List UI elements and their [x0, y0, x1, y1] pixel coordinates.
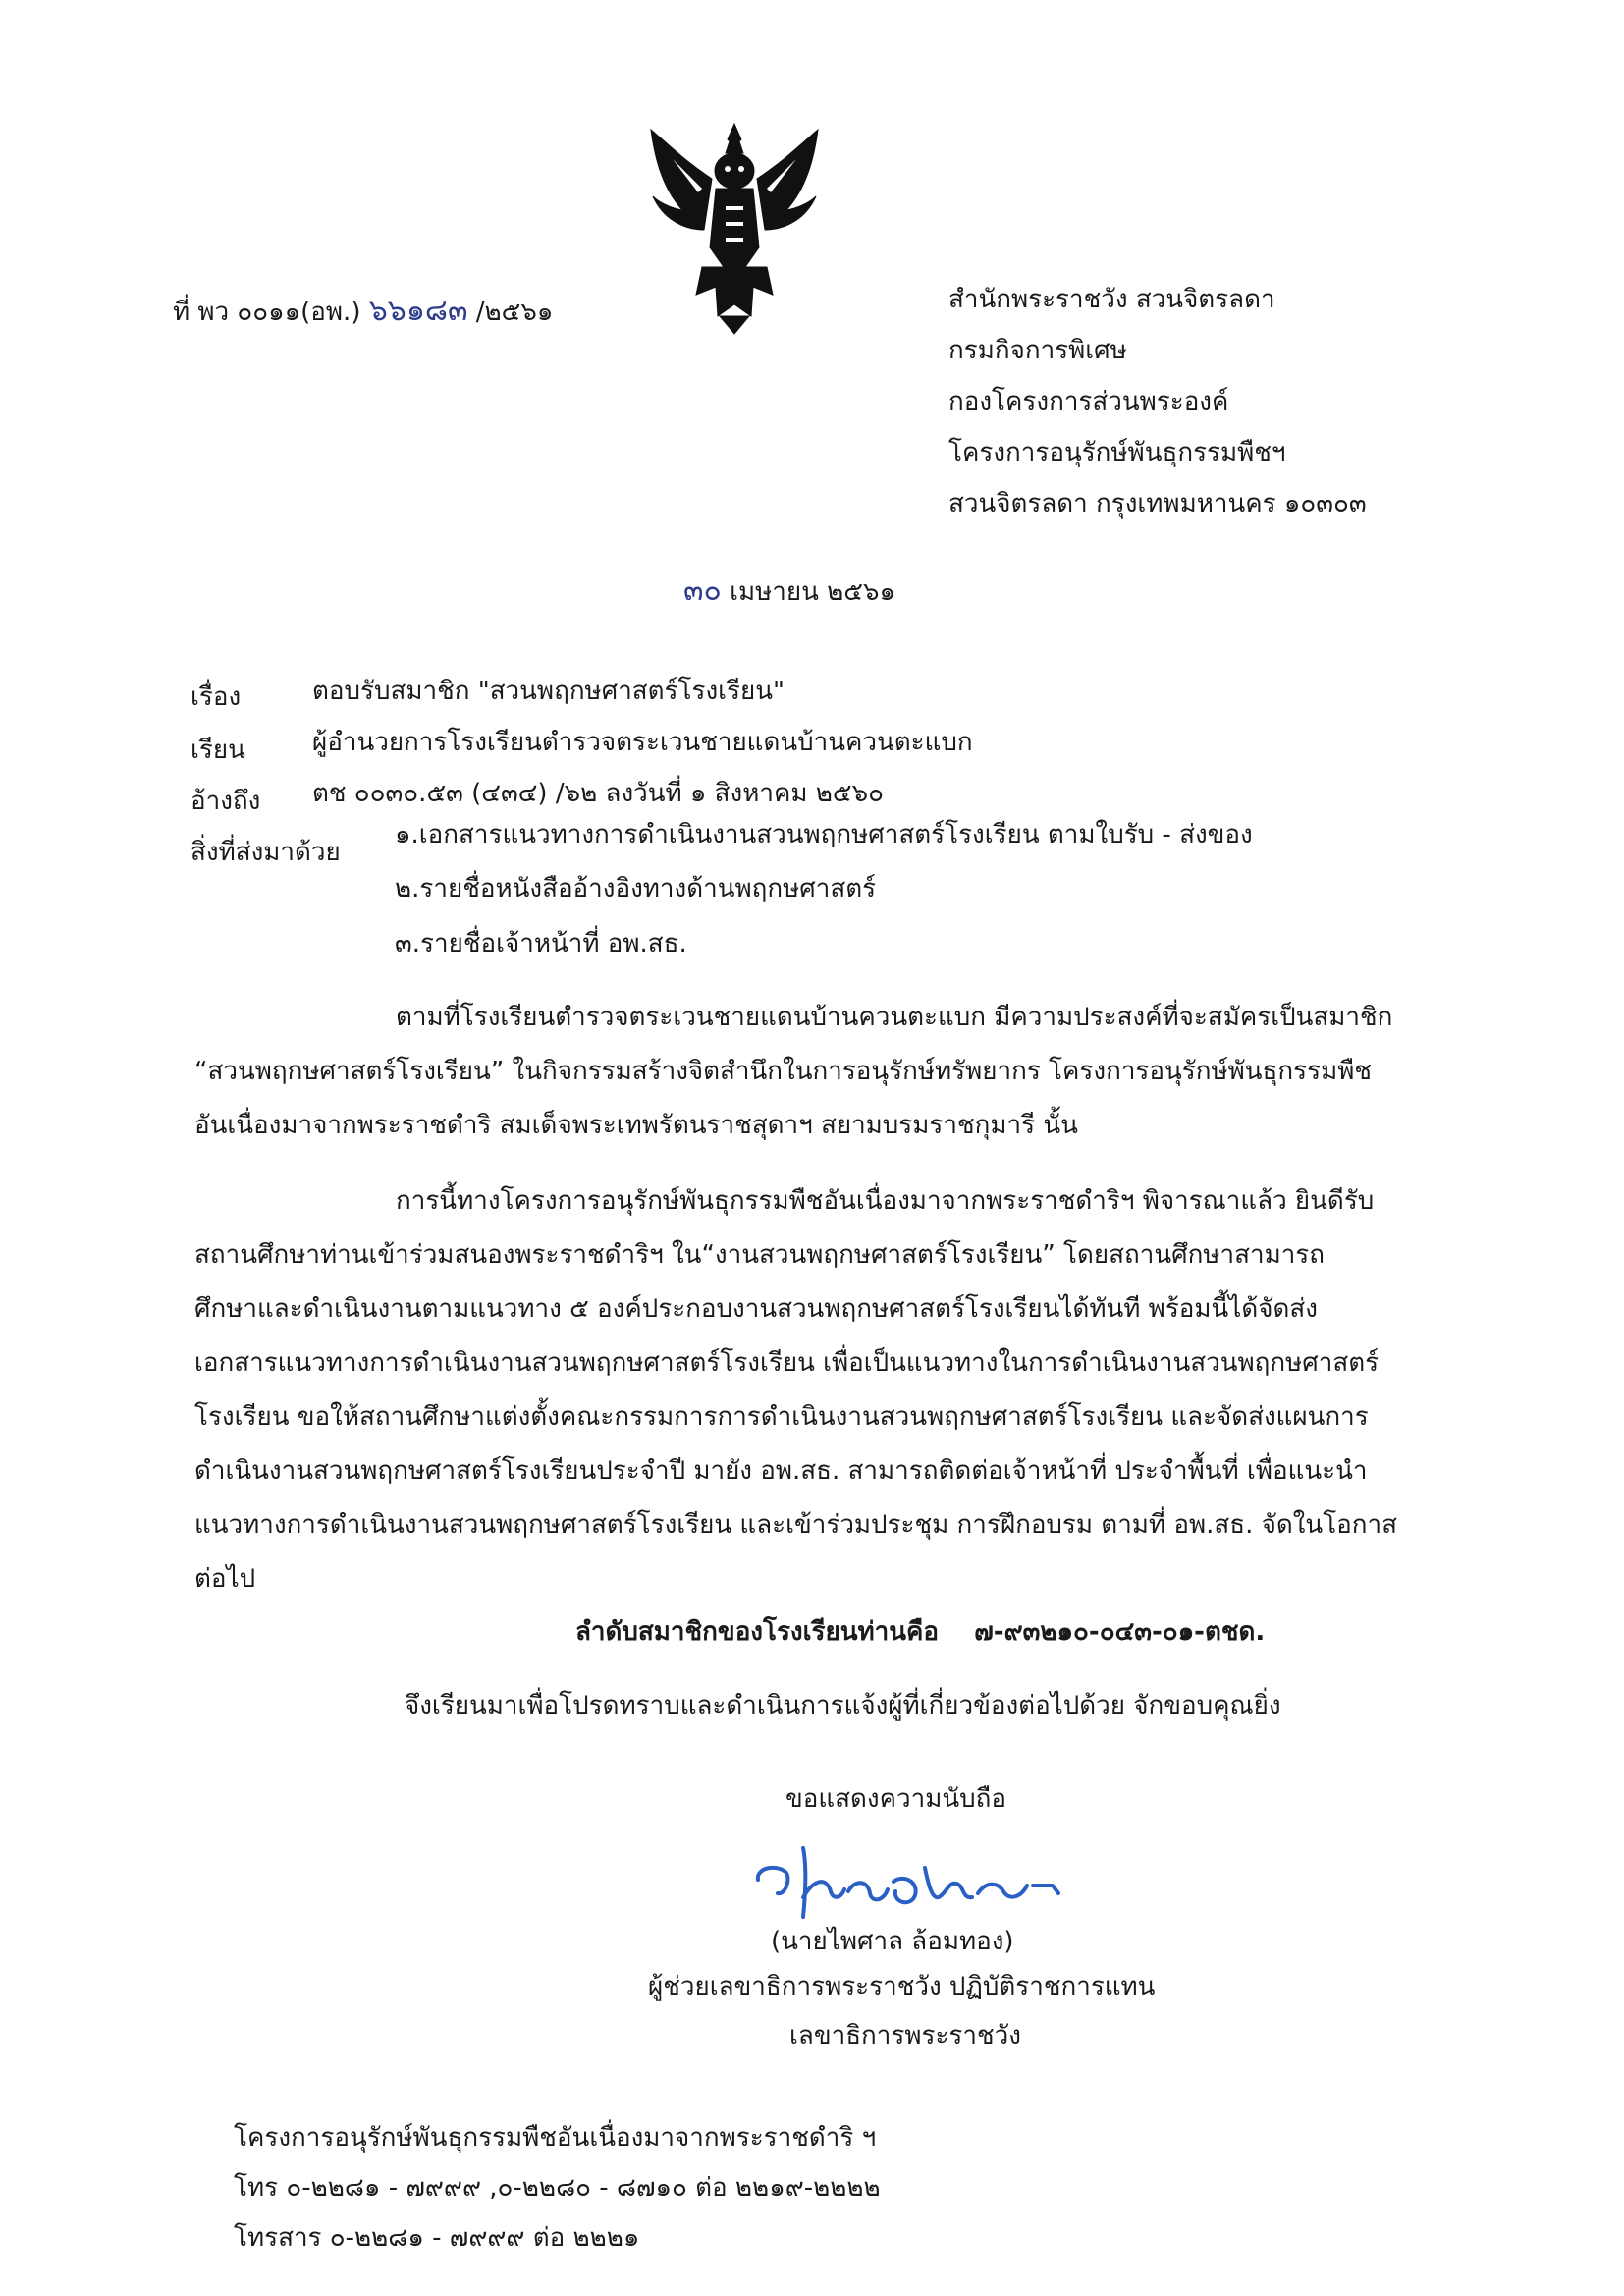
reference-number [173, 295, 553, 329]
footer-fax: โทรสาร ๐-๒๒๘๑ - ๗๙๙๙ ต่อ ๒๒๒๑ [234, 2223, 640, 2253]
reference-label: อ้างถึง [190, 787, 261, 816]
date-month-year: เมษายน ๒๕๖๑ [730, 577, 895, 607]
paragraph-2-line: ต่อไป [194, 1564, 256, 1594]
paragraph-2-line: โรงเรียน ขอให้สถานศึกษาแต่งตั้งคณะกรรมการการดำเนินงานสวนพฤกษศาสตร์โรงเรียน และจัดส่งแผนการ [194, 1402, 1369, 1432]
paragraph-2-line: สถานศึกษาท่านเข้าร่วมสนองพระราชดำริฯ ใน“งานสวนพฤกษศาสตร์โรงเรียน” โดยสถานศึกษาสามารถ [194, 1240, 1326, 1270]
reference-suffix: /๒๕๖๑ [475, 298, 554, 327]
signatory-name: (นายไพศาล ล้อมทอง) [771, 1927, 1014, 1956]
reference-value: ตช ๐๐๓๐.๕๓ (๔๓๔) /๖๒ ลงวันที่ ๑ สิงหาคม ๒๕๖๐ [312, 779, 884, 808]
enclosure-item-3: ๓.รายชื่อเจ้าหน้าที่ อพ.สธ. [395, 929, 687, 958]
sender-line-5: สวนจิตรลดา กรุงเทพมหานคร ๑๐๓๐๓ [948, 489, 1367, 519]
paragraph-1-line: “สวนพฤกษศาสตร์โรงเรียน” ในกิจกรรมสร้างจิตสำนึกในการอนุรักษ์ทรัพยากร โครงการอนุรักษ์พันธุกรรมพืช [194, 1057, 1372, 1086]
enclosure-item-2: ๒.รายชื่อหนังสืออ้างอิงทางด้านพฤกษศาสตร์ [395, 874, 877, 903]
closing-request: จึงเรียนมาเพื่อโปรดทราบและดำเนินการแจ้งผู้ที่เกี่ยวข้องต่อไปด้วย จักขอบคุณยิ่ง [405, 1691, 1281, 1721]
sender-line-2: กรมกิจการพิเศษ [948, 336, 1127, 365]
body-paragraph-2 [194, 1175, 1471, 1607]
body-paragraph-1 [194, 991, 1471, 1153]
date-day-handwritten: ๓๐ [683, 574, 722, 608]
paragraph-2-line: แนวทางการดำเนินงานสวนพฤกษศาสตร์โรงเรียน และเข้าร่วมประชุม การฝึกอบรม ตามที่ อพ.สธ. จัดในโอกาส [194, 1510, 1397, 1540]
paragraph-2-line: การนี้ทางโครงการอนุรักษ์พันธุกรรมพืชอันเนื่องมาจากพระราชดำริฯ พิจารณาแล้ว ยินดีรับ [396, 1186, 1375, 1216]
sender-line-1: สำนักพระราชวัง สวนจิตรลดา [948, 285, 1275, 314]
subject-value: ตอบรับสมาชิก "สวนพฤกษศาสตร์โรงเรียน" [312, 677, 785, 706]
enclosure-item-1: ๑.เอกสารแนวทางการดำเนินงานสวนพฤกษศาสตร์โรงเรียน ตามใบรับ - ส่งของ [395, 820, 1253, 849]
paragraph-1-line: ตามที่โรงเรียนตำรวจตระเวนชายแดนบ้านควนตะแบก มีความประสงค์ที่จะสมัครเป็นสมาชิก [396, 1003, 1393, 1032]
signatory-position-1: ผู้ช่วยเลขาธิการพระราชวัง ปฏิบัติราชการแทน [648, 1972, 1156, 2001]
paragraph-1-line: อันเนื่องมาจากพระราชดำริ สมเด็จพระเทพรัตนราชสุดาฯ สยามบรมราชกุมารี นั้น [194, 1111, 1078, 1140]
document-date [683, 574, 895, 609]
subject-label: เรื่อง [190, 683, 242, 712]
handwritten-signature [746, 1838, 1070, 1927]
recipient-label: เรียน [190, 736, 245, 765]
paragraph-2-line: ศึกษาและดำเนินงานตามแนวทาง ๕ องค์ประกอบงานสวนพฤกษศาสตร์โรงเรียนได้ทันที พร้อมนี้ได้จัดส่ง [194, 1294, 1318, 1324]
salutation: ขอแสดงความนับถือ [785, 1784, 1006, 1814]
sender-line-3: กองโครงการส่วนพระองค์ [948, 387, 1229, 416]
footer-telephone: โทร ๐-๒๒๘๑ - ๗๙๙๙ ,๐-๒๒๘๐ - ๘๗๑๐ ต่อ ๒๒๑๙-๒๒๒๒ [234, 2173, 881, 2203]
member-number-label: ลำดับสมาชิกของโรงเรียนท่านคือ [575, 1617, 940, 1647]
footer-organization: โครงการอนุรักษ์พันธุกรรมพืชอันเนื่องมาจากพระราชดำริ ฯ [234, 2123, 877, 2153]
recipient-value: ผู้อำนวยการโรงเรียนตำรวจตระเวนชายแดนบ้านควนตะแบก [312, 728, 973, 757]
enclosures-label: สิ่งที่ส่งมาด้วย [190, 838, 341, 867]
member-number [575, 1615, 1265, 1649]
garuda-emblem [643, 120, 826, 338]
reference-prefix: ที่ พว ๐๐๑๑(อพ.) [173, 298, 361, 327]
member-number-code: ๗-๙๓๒๑๐-๐๔๓-๐๑-ตชด. [974, 1617, 1266, 1647]
reference-handwritten-number: ๖๖๑๘๓ [368, 294, 468, 328]
paragraph-2-line: ดำเนินงานสวนพฤกษศาสตร์โรงเรียนประจำปี มายัง อพ.สธ. สามารถติดต่อเจ้าหน้าที่ ประจำพื้นที่ เพื่อแนะนำ [194, 1456, 1368, 1486]
sender-line-4: โครงการอนุรักษ์พันธุกรรมพืชฯ [948, 438, 1286, 467]
signatory-position-2: เลขาธิการพระราชวัง [789, 2021, 1021, 2050]
paragraph-2-line: เอกสารแนวทางการดำเนินงานสวนพฤกษศาสตร์โรงเรียน เพื่อเป็นแนวทางในการดำเนินงานสวนพฤกษศาสตร์ [194, 1348, 1380, 1378]
